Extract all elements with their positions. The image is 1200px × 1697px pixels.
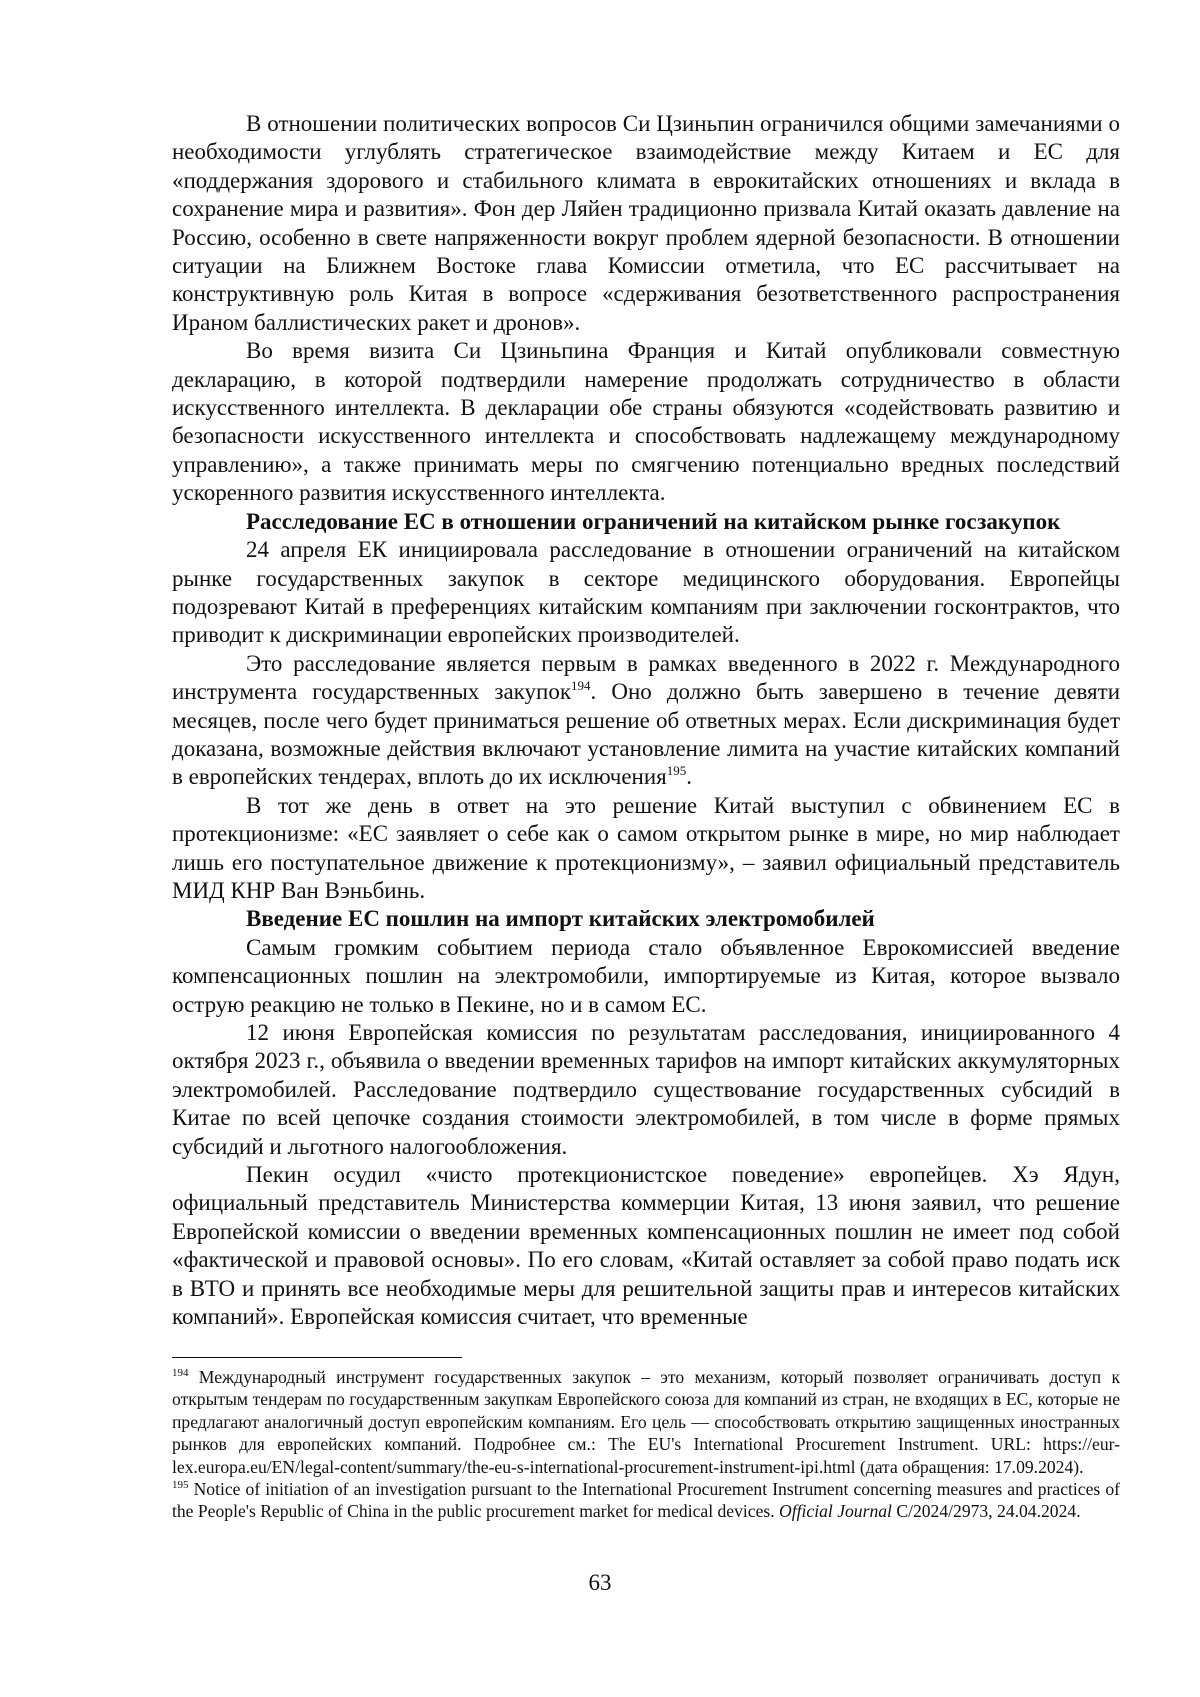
footnote-194-number: 194: [172, 1367, 189, 1379]
footnotes: [172, 1366, 1120, 1523]
paragraph-3: 24 апреля ЕК инициировала расследование в отношении ограничений на китайском рынке государственных закупок в секторе медицинского оборудования. Европейцы подозревают Китай в преференциях китайским компаниям при заключении госконтрактов, что приводит к дискриминации европейских производителей.: [172, 537, 1120, 648]
footnote-195-journal: Official Journal: [779, 1501, 892, 1522]
main-text: [172, 110, 1120, 1331]
page-number: 63: [588, 1570, 612, 1595]
section-heading-ev-tariffs: Введение ЕС пошлин на импорт китайских электромобилей: [246, 906, 875, 932]
footnote-195-tail: C/2024/2973, 24.04.2024.: [891, 1501, 1081, 1522]
paragraph-4-text-a: Это расследование является первым в рамках введенного в 2022 г. Международного инструмента государственных закупок: [172, 650, 1120, 705]
paragraph-7: 12 июня Европейская комиссия по результатам расследования, инициированного 4 октября 2023 г., объявила о введении временных тарифов на импорт китайских аккумуляторных электромобилей. Расследование подтвердило существование государственных субсидий в Китае по всей цепочке создания стоимости электромобилей, в том числе в форме прямых субсидий и льготного налогообложения.: [172, 1020, 1120, 1159]
footnote-ref-195[interactable]: 195: [666, 763, 687, 779]
paragraph-5: В тот же день в ответ на это решение Китай выступил с обвинением ЕС в протекционизме: «ЕС заявляет о себе как о самом открытом рынке в мире, но мир наблюдает лишь его поступательное движение к протекционизму», – заявил официальный представитель МИД КНР Ван Вэньбинь.: [172, 792, 1120, 903]
footnote-divider: [172, 1357, 462, 1358]
footnote-194-text: Международный инструмент государственных закупок – это механизм, который позволяет ограничивать доступ к открытым тендерам по государственным закупкам Европейского союза для компаний из стран, не входящих в ЕС, которые не предлагают аналогичный доступ европейским компаниям. Его цель — способствовать открытию защищенных иностранных рынков для европейских компаний. Подробнее см.: The EU's International Procurement Instrument. URL: https://eur-lex.europa.eu/EN/legal-content/summary/the-eu-s-international-procurement-instrument-ipi.html (дата обращения: 17.09.2024).: [172, 1367, 1120, 1477]
footnote-ref-194[interactable]: 194: [571, 678, 591, 694]
paragraph-4: [172, 650, 1120, 792]
paragraph-2: Во время визита Си Цзиньпина Франция и Китай опубликовали совместную декларацию, в которой подтвердили намерение продолжать сотрудничество в области искусственного интеллекта. В декларации обе страны обязуются «содействовать развитию и безопасности искусственного интеллекта и способствовать надлежащему международному управлению», а также принимать меры по смягчению потенциально вредных последствий ускоренного развития искусственного интеллекта.: [172, 338, 1120, 506]
paragraph-1: В отношении политических вопросов Си Цзиньпин ограничился общими замечаниями о необходимости углублять стратегическое взаимодействие между Китаем и ЕС для «поддержания здорового и стабильного климата в еврокитайских отношениях и вклада в сохранение мира и развития». Фон дер Ляйен традиционно призвала Китай оказать давление на Россию, особенно в свете напряженности вокруг проблем ядерной безопасности. В отношении ситуации на Ближнем Востоке глава Комиссии отметила, что ЕС рассчитывает на конструктивную роль Китая в вопросе «сдерживания безответственного распространения Ираном баллистических ракет и дронов».: [172, 111, 1120, 335]
footnote-195-text: Notice of initiation of an investigation pursuant to the International Procurement Instrument concerning measures and practices of the People's Republic of China in the public procurement market for medical devices.: [172, 1479, 1120, 1522]
paragraph-4-text-c: .: [686, 764, 692, 790]
footnote-194: [172, 1366, 1120, 1478]
section-heading-procurement: Расследование ЕС в отношении ограничений на китайском рынке госзакупок: [246, 508, 1061, 534]
paragraph-6: Самым громким событием периода стало объявленное Еврокомиссией введение компенсационных пошлин на электромобили, импортируемые из Китая, которое вызвало острую реакцию не только в Пекине, но и в самом ЕС.: [172, 934, 1120, 1017]
paragraph-8: Пекин осудил «чисто протекционистское поведение» европейцев. Хэ Ядун, официальный представитель Министерства коммерции Китая, 13 июня заявил, что решение Европейской комиссии о введении временных компенсационных пошлин не имеет под собой «фактической и правовой основы». По его словам, «Китай оставляет за собой право подать иск в ВТО и принять все необходимые меры для решительной защиты прав и интересов китайских компаний». Европейская комиссия считает, что временные: [172, 1162, 1120, 1330]
footnote-195-number: 195: [172, 1479, 189, 1492]
paragraph-4-text-b: . Оно должно быть завершено в течение девяти месяцев, после чего будет приниматься решение об ответных мерах. Если дискриминация будет доказана, возможные действия включают установление лимита на участие китайских компаний в европейских тендерах, вплоть до их исключения: [172, 679, 1121, 790]
footnote-195: [172, 1478, 1120, 1523]
